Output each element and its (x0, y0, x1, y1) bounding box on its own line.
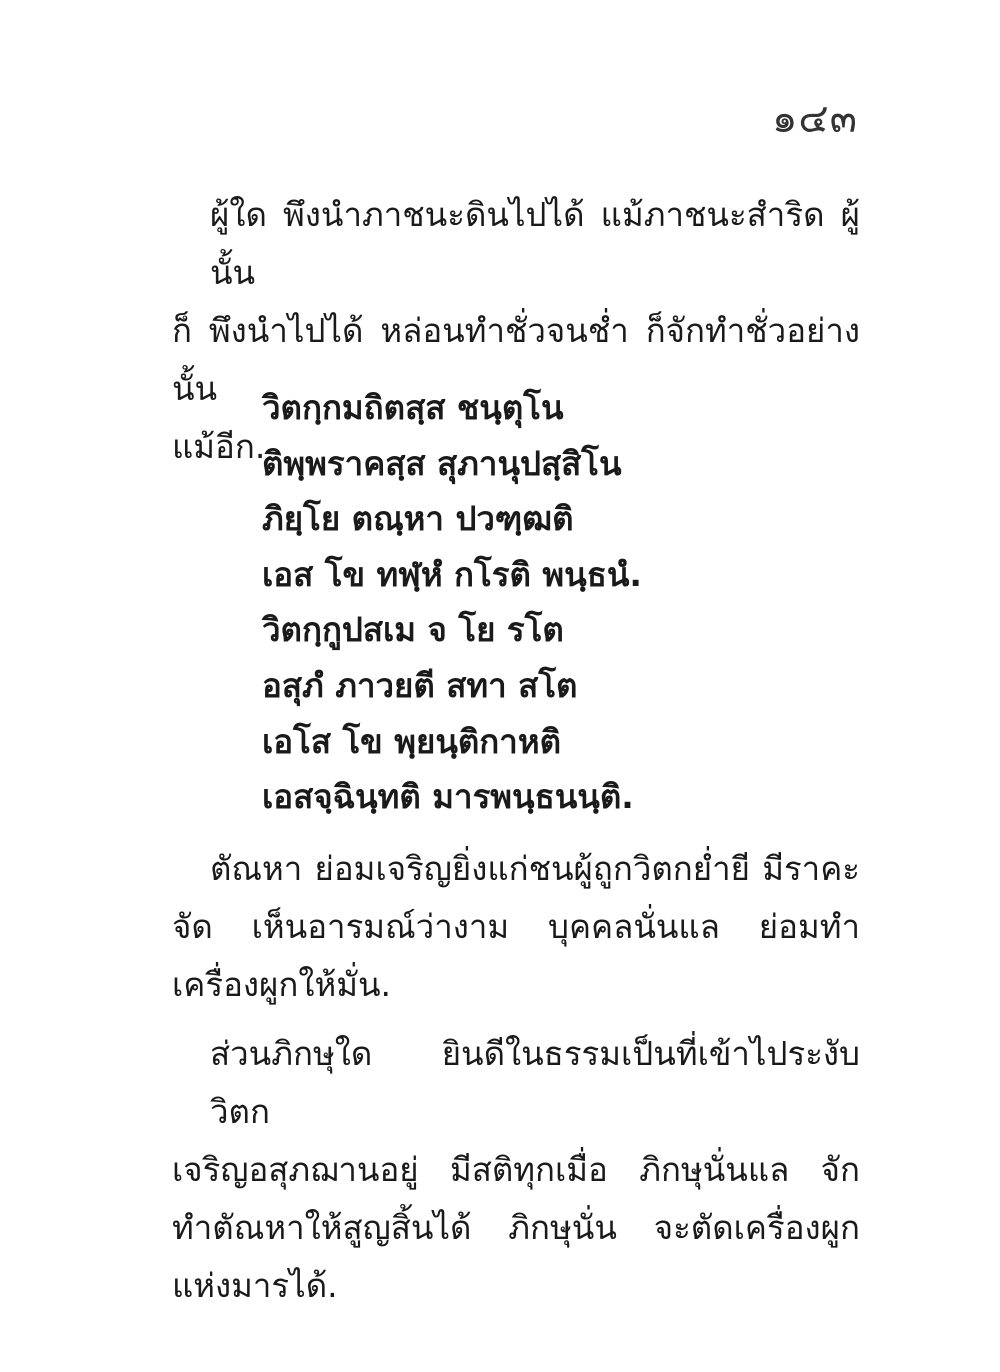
paragraph-2-line: ตัณหา ย่อมเจริญยิ่งแก่ชนผู้ถูกวิตกย่ำยี มีราคะ (210, 849, 860, 888)
verse-line: อสุภํ ภาวยตี สทา สโต (262, 665, 578, 705)
page-number: ๑๔๓ (771, 96, 858, 142)
paragraph-3 (172, 1025, 860, 1315)
paragraph-1-line: ผู้ใด พึงนำภาชนะดินไปได้ แม้ภาชนะสำริด ผู้นั้น (210, 195, 860, 292)
verse-line: ติพฺพราคสฺส สุภานุปสฺสิโน (262, 443, 622, 483)
paragraph-3-line: แห่งมารได้. (172, 1266, 338, 1305)
verse-line: เอโส โข พฺยนฺติกาหติ (262, 721, 561, 761)
paragraph-2-line: จัด เห็นอารมณ์ว่างาม บุคคลนั่นแล ย่อมทำ (172, 907, 860, 946)
verse-line: วิตกฺกมถิตสฺส ชนฺตุโน (262, 388, 564, 427)
pali-verse (262, 380, 822, 825)
verse-line: เอสจฺฉินฺทติ มารพนฺธนนฺติ. (262, 777, 634, 817)
verse-line: เอส โข ทฬฺหํ กโรติ พนฺธนํ. (262, 554, 642, 594)
paragraph-1-line: แม้อีก. (172, 427, 266, 466)
verse-line: วิตกฺกูปสเม จ โย รโต (262, 610, 564, 650)
paragraph-2 (172, 840, 860, 1014)
paragraph-1-line: ก็ พึงนำไปได้ หล่อนทำชั่วจนช่ำ ก็จักทำชั่วอย่างนั้น (172, 311, 860, 408)
paragraph-3-line: ส่วนภิกษุใด ยินดีในธรรมเป็นที่เข้าไประงับวิตก (210, 1034, 860, 1131)
paragraph-3-line: เจริญอสุภฌานอยู่ มีสติทุกเมื่อ ภิกษุนั่นแล จัก (172, 1150, 860, 1189)
paragraph-2-line: เครื่องผูกให้มั่น. (172, 965, 391, 1004)
verse-line: ภิยฺโย ตณฺหา ปวฑฺฒติ (262, 499, 574, 539)
paragraph-3-line: ทำตัณหาให้สูญสิ้นได้ ภิกษุนั่น จะตัดเครื่องผูก (172, 1208, 860, 1247)
